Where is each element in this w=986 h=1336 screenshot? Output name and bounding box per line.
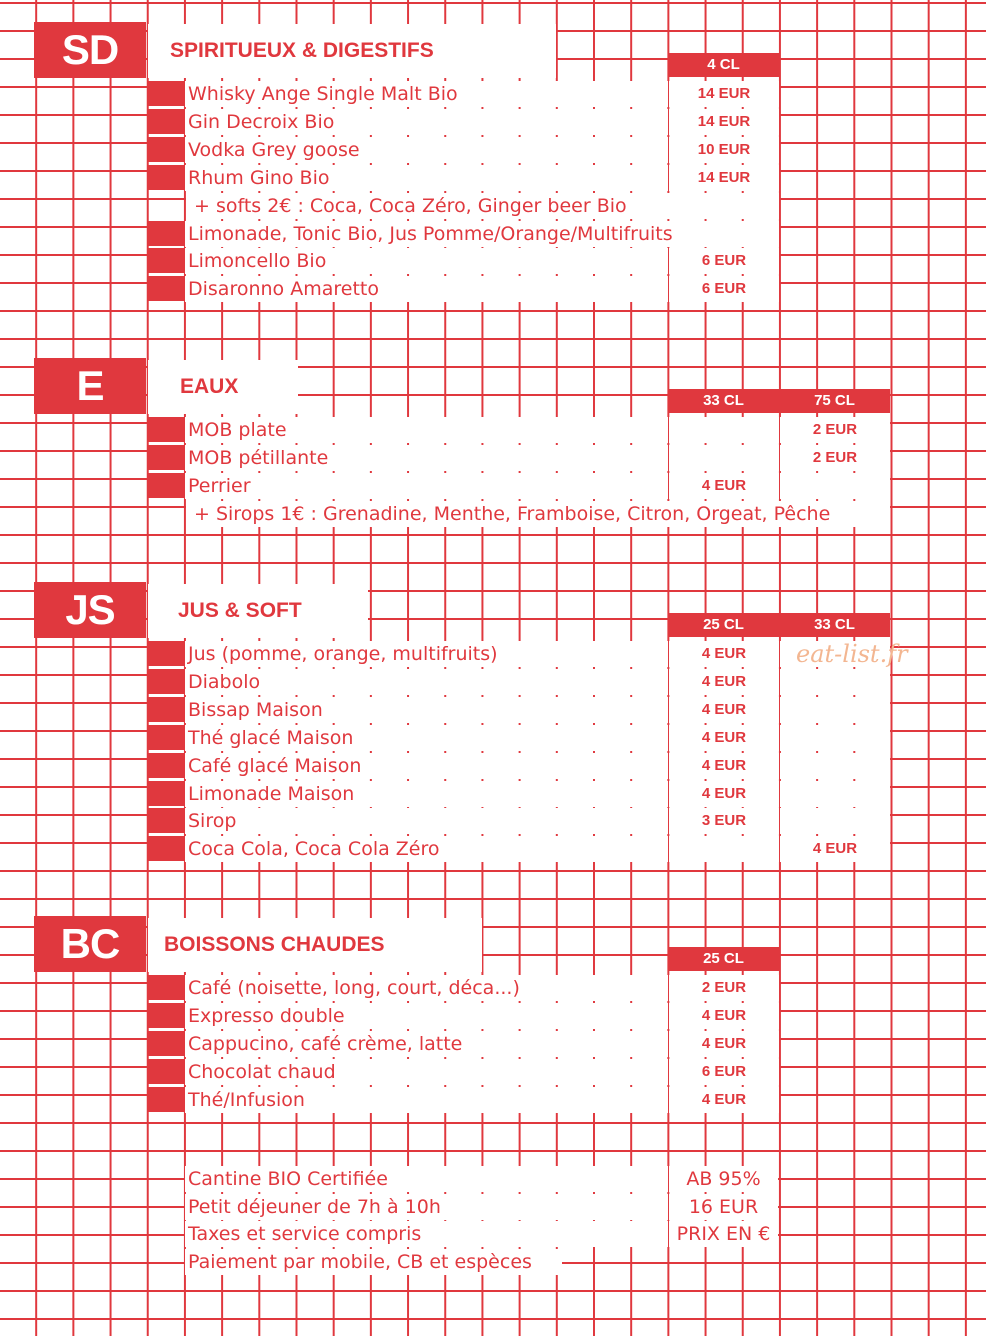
menu-item-label: MOB plate (185, 417, 668, 443)
column-header: 33 CL (779, 613, 890, 637)
menu-item-price (780, 781, 890, 807)
item-marker (147, 1087, 184, 1112)
menu-item-price: 4 EUR (669, 669, 779, 695)
menu-item-label: Café (noisette, long, court, déca...) (185, 975, 668, 1001)
menu-item-price (780, 669, 890, 695)
footer-value: AB 95% (669, 1166, 778, 1192)
menu-item-label: Perrier (185, 473, 668, 499)
menu-item-price: 4 EUR (780, 836, 890, 862)
item-marker (147, 1031, 184, 1056)
menu-item-label: Limoncello Bio (185, 248, 668, 274)
menu-item-label: Café glacé Maison (185, 753, 668, 779)
item-marker (147, 1003, 184, 1028)
menu-item-label: Cappucino, café crème, latte (185, 1031, 668, 1057)
column-header: 25 CL (668, 947, 779, 971)
item-marker (147, 781, 184, 806)
menu-item-label: Vodka Grey goose (185, 137, 668, 163)
section-code: E (34, 358, 146, 414)
item-marker (147, 137, 184, 162)
menu-item-price: 2 EUR (780, 417, 890, 443)
menu-item-label: Whisky Ange Single Malt Bio (185, 81, 668, 107)
item-marker (147, 808, 184, 833)
menu-item-price: 6 EUR (669, 1059, 779, 1085)
menu-item-label: Coca Cola, Coca Cola Zéro (185, 836, 668, 862)
footer-value: PRIX EN € (669, 1221, 778, 1247)
menu-item-price (780, 697, 890, 723)
menu-item-label: Sirop (185, 808, 668, 834)
item-marker (147, 445, 184, 470)
menu-item-price: 4 EUR (669, 1087, 779, 1113)
menu-item-label: Gin Decroix Bio (185, 109, 668, 135)
item-marker (147, 248, 184, 273)
item-marker (147, 697, 184, 722)
item-marker (147, 836, 184, 861)
item-marker (147, 221, 184, 246)
item-marker (147, 1059, 184, 1084)
menu-item-price: 2 EUR (669, 975, 779, 1001)
menu-item-price: 4 EUR (669, 1003, 779, 1029)
menu-item-label: Thé/Infusion (185, 1087, 668, 1113)
footer-label: Paiement par mobile, CB et espèces (185, 1249, 562, 1275)
menu-item-label: Limonade, Tonic Bio, Jus Pomme/Orange/Multifruits (185, 221, 779, 247)
item-marker (147, 276, 184, 301)
menu-item-price (669, 417, 779, 443)
menu-item-label: Thé glacé Maison (185, 725, 668, 751)
menu-item-price: 6 EUR (669, 248, 779, 274)
footer-label: Taxes et service compris (185, 1221, 668, 1247)
footer-label: Petit déjeuner de 7h à 10h (185, 1194, 668, 1220)
section-title: JUS & SOFT (148, 584, 368, 638)
menu-item-label: Rhum Gino Bio (185, 165, 668, 191)
menu-item-label: Bissap Maison (185, 697, 668, 723)
column-header: 4 CL (668, 53, 779, 77)
section-code: JS (34, 582, 146, 638)
section-title: BOISSONS CHAUDES (148, 918, 482, 972)
item-marker (147, 975, 184, 1000)
menu-item-price (780, 725, 890, 751)
menu-item-price: 4 EUR (669, 725, 779, 751)
note-line: + softs 2€ : Coca, Coca Zéro, Ginger beer Bio (186, 193, 779, 219)
menu-item-price (780, 753, 890, 779)
menu-item-label: MOB pétillante (185, 445, 668, 471)
menu-item-price: 14 EUR (669, 109, 779, 135)
menu-item-price (669, 445, 779, 471)
section-code: SD (34, 22, 146, 78)
menu-item-label: Limonade Maison (185, 781, 668, 807)
footer-label: Cantine BIO Certifiée (185, 1166, 668, 1192)
menu-item-price (669, 836, 779, 862)
menu-item-price: 14 EUR (669, 165, 779, 191)
note-line: + Sirops 1€ : Grenadine, Menthe, Framboise, Citron, Orgeat, Pêche (186, 501, 890, 527)
menu-item-label: Chocolat chaud (185, 1059, 668, 1085)
menu-item-price: 4 EUR (669, 781, 779, 807)
item-marker (147, 473, 184, 498)
menu-item-label: Expresso double (185, 1003, 668, 1029)
menu-item-price: 10 EUR (669, 137, 779, 163)
item-marker (147, 641, 184, 666)
item-marker (147, 725, 184, 750)
column-header: 33 CL (668, 389, 779, 413)
menu-item-price (780, 808, 890, 834)
section-title: SPIRITUEUX & DIGESTIFS (148, 24, 556, 78)
watermark: eat-list.fr (796, 640, 908, 668)
menu-item-label: Disaronno Amaretto (185, 276, 668, 302)
menu-item-label: Diabolo (185, 669, 668, 695)
item-marker (147, 109, 184, 134)
item-marker (147, 753, 184, 778)
menu-item-price: 4 EUR (669, 697, 779, 723)
item-marker (147, 669, 184, 694)
menu-item-price (780, 473, 890, 499)
menu-item-label: Jus (pomme, orange, multifruits) (185, 641, 668, 667)
item-marker (147, 81, 184, 106)
menu-item-price: 14 EUR (669, 81, 779, 107)
item-marker (147, 417, 184, 442)
menu-item-price: 6 EUR (669, 276, 779, 302)
menu-item-price: 4 EUR (669, 473, 779, 499)
section-code: BC (34, 916, 146, 972)
menu-item-price: 4 EUR (669, 641, 779, 667)
menu-item-price: 2 EUR (780, 445, 890, 471)
section-title: EAUX (148, 360, 298, 414)
item-marker (147, 165, 184, 190)
menu-item-price: 3 EUR (669, 808, 779, 834)
column-header: 25 CL (668, 613, 779, 637)
menu-item-price: 4 EUR (669, 1031, 779, 1057)
menu-item-price: 4 EUR (669, 753, 779, 779)
footer-value: 16 EUR (669, 1194, 778, 1220)
column-header: 75 CL (779, 389, 890, 413)
